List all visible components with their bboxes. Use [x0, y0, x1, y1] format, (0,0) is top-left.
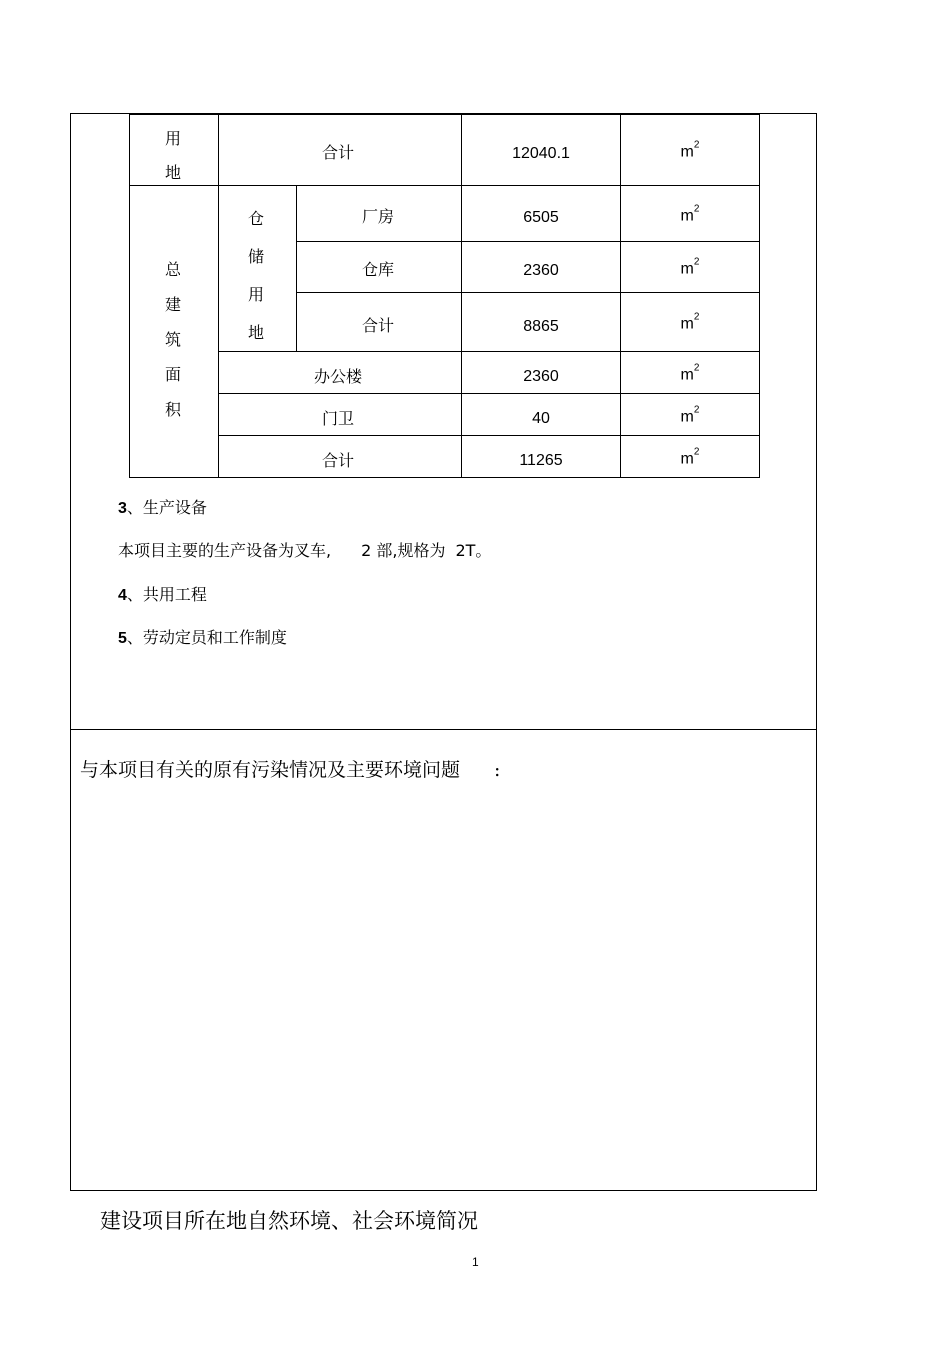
environment-heading: 建设项目所在地自然环境、社会环境简况	[100, 1209, 478, 1233]
storage-row-unit: $m^2$	[680, 256, 700, 278]
building-row-value: 11265	[519, 452, 563, 469]
section-3-body: 本项目主要的生产设备为叉车, 2 部,规格为 2T。	[118, 541, 492, 560]
land-use-unit: $m^2$	[680, 139, 700, 161]
storage-label: 仓 储 用 地	[247, 209, 264, 342]
storage-row-unit: $m^2$	[680, 311, 700, 333]
storage-row-name: 厂房	[361, 207, 395, 226]
land-use-total-label: 合计	[321, 143, 355, 162]
storage-row-name: 合计	[361, 316, 395, 335]
building-row-unit: $m^2$	[680, 404, 700, 426]
page-number: 1	[472, 1255, 479, 1269]
building-row-name: 合计	[321, 451, 355, 470]
land-use-total-value: 12040.1	[512, 145, 570, 162]
section-3-title: 3、生产设备	[118, 498, 207, 517]
building-row-name: 办公楼	[313, 367, 363, 386]
section-5-title: 5、劳动定员和工作制度	[118, 628, 287, 647]
storage-row-name: 仓库	[361, 260, 395, 279]
section-4-title: 4、共用工程	[118, 585, 207, 604]
storage-row-value: 2360	[523, 262, 559, 279]
building-area-label: 总 建 筑 面 积	[164, 260, 181, 419]
building-row-unit: $m^2$	[680, 362, 700, 384]
storage-row-unit: $m^2$	[680, 203, 700, 225]
pollution-heading: 与本项目有关的原有污染情况及主要环境问题 :	[80, 759, 501, 781]
section-divider	[70, 729, 817, 730]
land-use-label: 用 地	[164, 129, 181, 182]
storage-row-value: 6505	[523, 209, 559, 226]
storage-row-value: 8865	[523, 318, 559, 335]
building-row-value: 2360	[523, 368, 559, 385]
building-row-unit: $m^2$	[680, 446, 700, 468]
building-row-value: 40	[532, 410, 550, 427]
building-row-name: 门卫	[321, 409, 355, 428]
